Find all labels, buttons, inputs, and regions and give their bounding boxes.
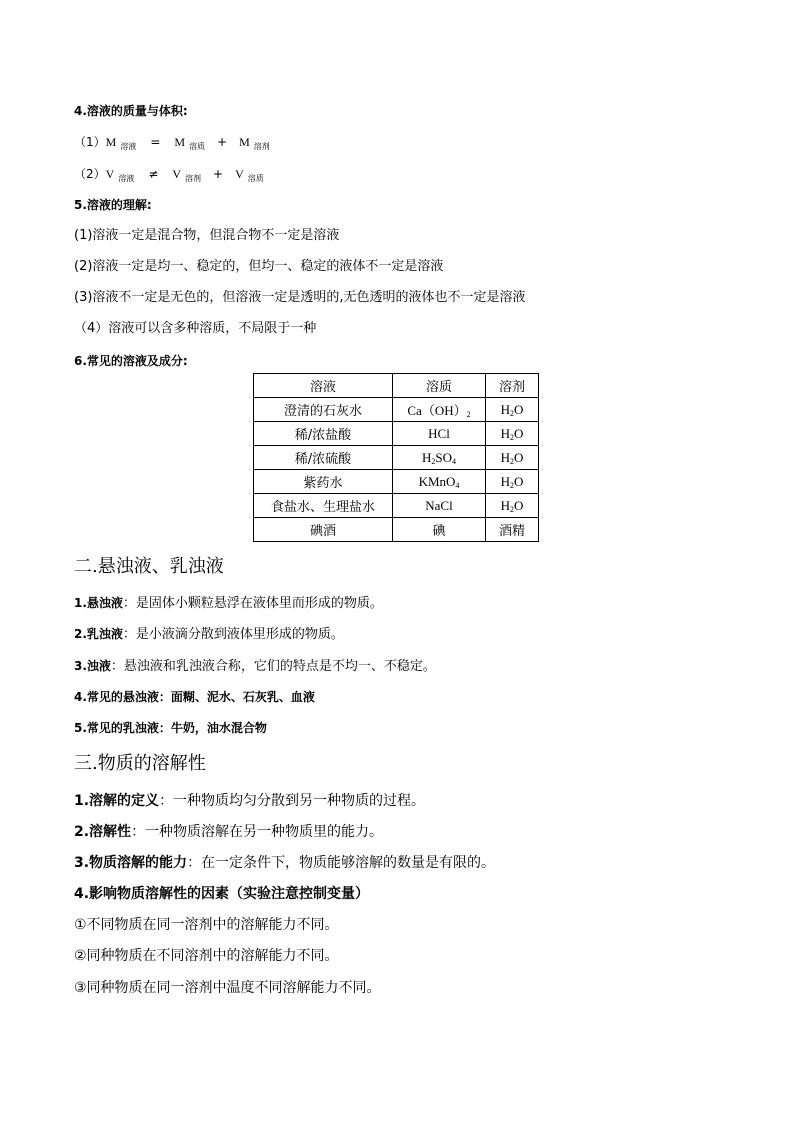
header-solution: 溶液 xyxy=(254,374,393,398)
cell-solute: HCl xyxy=(393,422,486,446)
table-row xyxy=(254,422,539,446)
factor-item-1: ①不同物质在同一溶剂中的溶解能力不同。 xyxy=(74,917,339,933)
cell-solvent: H2O xyxy=(486,446,539,470)
understanding-item-1: (1)溶液一定是混合物，但混合物不一定是溶液 xyxy=(74,228,340,243)
section4-heading: 4.溶液的质量与体积: xyxy=(74,104,188,118)
cell-solution: 食盐水、生理盐水 xyxy=(254,494,393,518)
list-item: 5.常见的乳浊液：牛奶，油水混合物 xyxy=(74,721,267,735)
cell-solute: 碘 xyxy=(393,518,486,542)
list-item: 4.影响物质溶解性的因素（实验注意控制变量） xyxy=(74,886,370,902)
table-header-row xyxy=(254,374,539,398)
factor-item-2: ②同种物质在不同溶剂中的溶解能力不同。 xyxy=(74,948,339,964)
cell-solvent: 酒精 xyxy=(486,518,539,542)
cell-solute: Ca（OH）2 xyxy=(393,398,486,422)
list-item: 2.溶解性：一种物质溶解在另一种物质里的能力。 xyxy=(74,824,384,840)
cell-solvent: H2O xyxy=(486,422,539,446)
list-item: 2.乳浊液：是小液滴分散到液体里形成的物质。 xyxy=(74,627,344,642)
list-item: 3.物质溶解的能力：在一定条件下，物质能够溶解的数量是有限的。 xyxy=(74,855,496,871)
list-item: 3.浊液：悬浊液和乳浊液合称，它们的特点是不均一、不稳定。 xyxy=(74,659,436,674)
table-row xyxy=(254,470,539,494)
cell-solute: NaCl xyxy=(393,494,486,518)
cell-solvent: H2O xyxy=(486,398,539,422)
cell-solution: 紫药水 xyxy=(254,470,393,494)
cell-solution: 碘酒 xyxy=(254,518,393,542)
cell-solute: KMnO4 xyxy=(393,470,486,494)
section-title-solubility: 三.物质的溶解性 xyxy=(74,753,206,774)
list-item: 1.溶解的定义：一种物质均匀分散到另一种物质的过程。 xyxy=(74,793,426,809)
cell-solution: 稀/浓硫酸 xyxy=(254,446,393,470)
header-solute: 溶质 xyxy=(393,374,486,398)
table-row xyxy=(254,398,539,422)
solution-table xyxy=(253,373,539,542)
cell-solvent: H2O xyxy=(486,494,539,518)
cell-solvent: H2O xyxy=(486,470,539,494)
section-title-suspensions: 二.悬浊液、乳浊液 xyxy=(74,556,224,577)
header-solvent: 溶剂 xyxy=(486,374,539,398)
list-item: 4.常见的悬浊液：面糊、泥水、石灰乳、血液 xyxy=(74,690,315,704)
understanding-item-2: (2)溶液一定是均一、稳定的，但均一、稳定的液体不一定是溶液 xyxy=(74,259,444,274)
cell-solution: 稀/浓盐酸 xyxy=(254,422,393,446)
formula-volume: （2）V $_{溶液}$ ≠ V $_{溶剂}$ + V $_{溶质}$ xyxy=(74,167,264,183)
list-item: 1.悬浊液：是固体小颗粒悬浮在液体里而形成的物质。 xyxy=(74,596,383,611)
formula-mass: （1）M $_{溶液}$ = M $_{溶质}$ + M $_{溶剂}$ xyxy=(74,135,270,151)
table-row xyxy=(254,518,539,542)
factor-item-3: ③同种物质在同一溶剂中温度不同溶解能力不同。 xyxy=(74,980,381,996)
understanding-item-3: (3)溶液不一定是无色的，但溶液一定是透明的,无色透明的液体也不一定是溶液 xyxy=(74,290,526,305)
table-row xyxy=(254,446,539,470)
section5-heading: 5.溶液的理解: xyxy=(74,198,152,212)
cell-solute: H2SO4 xyxy=(393,446,486,470)
understanding-item-4: （4）溶液可以含多种溶质，不局限于一种 xyxy=(74,321,317,336)
section6-heading: 6.常见的溶液及成分: xyxy=(74,354,188,368)
table-row xyxy=(254,494,539,518)
cell-solution: 澄清的石灰水 xyxy=(254,398,393,422)
